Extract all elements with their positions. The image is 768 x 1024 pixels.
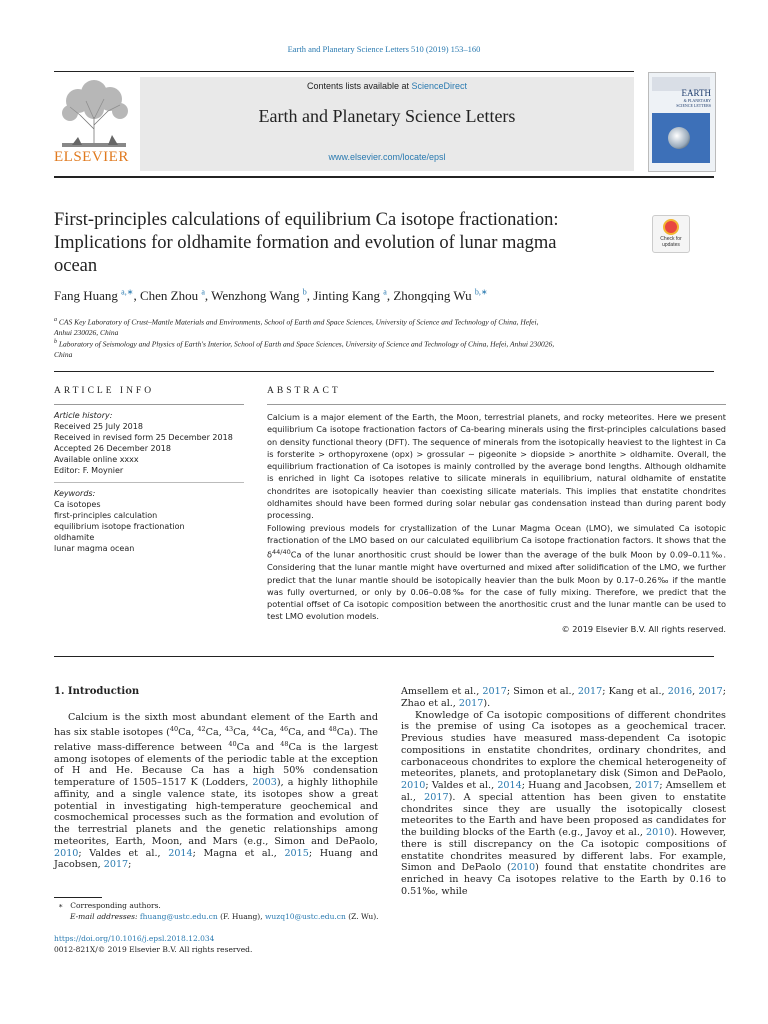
contents-prefix: Contents lists available at [306, 81, 412, 91]
intro-continuation: Amsellem et al., 2017; Simon et al., 2017; Kang et al., 2016, 2017; Zhao et al., 2017). [401, 686, 727, 709]
keywords-label: Keywords: [54, 489, 96, 498]
author-1-sup[interactable]: a,∗ [121, 288, 134, 297]
history-item: Received 25 July 2018 [54, 422, 143, 431]
elsevier-tree-logo [58, 79, 130, 149]
section-title-introduction: 1. Introduction [54, 686, 140, 697]
article-info-heading: ARTICLE INFO [54, 386, 155, 396]
history-item: Received in revised form 25 December 2018 [54, 433, 233, 442]
intro-paragraph-1: Calcium is the sixth most abundant element of the Earth and has six stable isotopes ($^{40}$Ca, $^{42}$Ca, $^{43}$Ca, $^{44}$Ca, $^{46}$Ca, and $^{48}$Ca). The relative mass-difference between $^{40}$Ca and $^{48}$Ca is the largest among isotopes of elements of the periodic table at the exception of H and He. Because Ca has a high 50% condensation temperature of 1505–1517 K (Lodders, 2003), a highly lithophile affinity, and a single valence state, its isotopes show a great potential in investigating high-temperature geochemical and cosmochemical processes such as the formation and evolution of the terrestrial planets and the genetic relationships among meteorites, Earth, Moon, and Mars (e.g., Simon and DePaolo, 2010; Valdes et al., 2014; Magna et al., 2015; Huang and Jacobsen, 2017; [54, 712, 378, 871]
body-rule [54, 656, 714, 657]
footnote-corresponding: ∗ Corresponding authors. [58, 901, 161, 910]
doi-link[interactable]: https://doi.org/10.1016/j.epsl.2018.12.034 [54, 934, 215, 943]
intro-paragraph-2: Knowledge of Ca isotopic compositions of different chondrites is the premise of using Ca isotopes as a geochemical tracer. Previous studies have measured mass-dependent Ca isotopic compositions in enstatite chondrites, ordinary chondrites, and carbonaceous chondrites to explore the chemical heterogeneity of meteorites, planets, and protoplanetary disk (Simon and DePaolo, 2010; Valdes et al., 2014; Huang and Jacobsen, 2017; Amsellem et al., 2017). A special attention has been given to enstatite chondrites since they are usually the isotopically closest meteorites to the Earth and have been proposed as candidates for the building blocks of the Earth (e.g., Javoy et al., 2010). However, there is still discrepancy on the Ca isotopic compositions of enstatite chondrites measured by different labs. For example, Simon and DePaolo (2010) found that enstatite chondrites are enriched in heavy Ca isotopes relative to the Earth by 0.16 to 0.51‰, while [401, 709, 726, 897]
footnote-rule [54, 897, 102, 898]
affiliation-a: $^a$ CAS Key Laboratory of Crust–Mantle Materials and Environments, School of Earth and Space Sciences, University of Science and Technology of China, Hefei, Anhui 230026, China [54, 317, 539, 337]
article-info-rule [54, 404, 244, 405]
footnote-emails: E-mail addresses: fhuang@ustc.edu.cn (F. Huang), wuzq10@ustc.edu.cn (Z. Wu). [70, 912, 379, 921]
keywords-block [54, 488, 244, 554]
top-rule [54, 71, 634, 72]
author-2-sup[interactable]: a [201, 288, 205, 297]
banner-rule [54, 176, 714, 178]
body-left-column [54, 712, 378, 871]
abstract-paragraph-2: Following previous models for crystallization of the Lunar Magma Ocean (LMO), we simulated Ca isotopic fractionation of the LMO based on our calculated equilibrium Ca isotope fractionation factors. It shows that the $\delta^{44/40}Ca$ of the lunar anorthositic crust should be lower than the average of the bulk Moon by 0.09–0.11‰. Considering that the lunar mantle might have overturned and mixed after solidification of the LMO, we further predict that the lunar mantle should be isotopically heavier than the bulk Moon by 0.17–0.26‰ if the mantle was fully overturned, or only by 0.06–0.08‰ for the case of fully mixing. Therefore, we predict that the potential offset of Ca isotopic composition between the anorthositic crust and the lunar mantle can be used to test LMO evolution models. [267, 522, 726, 622]
title-line-2: Implications for oldhamite formation and evolution of lunar magma [54, 233, 557, 253]
history-label: Article history: [54, 411, 113, 420]
crossmark-label-1: Check for [660, 236, 682, 242]
cover-title-1: EARTH [681, 88, 711, 98]
body-right-column [401, 686, 726, 898]
abstract-heading: ABSTRACT [267, 386, 341, 396]
history-item: Accepted 26 December 2018 [54, 444, 171, 453]
journal-url-link[interactable]: www.elsevier.com/locate/epsl [328, 152, 446, 162]
section-rule [54, 371, 714, 372]
history-item: Editor: F. Moynier [54, 466, 124, 475]
author-1: Fang Huang $^{a,∗}$, [54, 288, 140, 304]
title-line-1: First-principles calculations of equilibrium Ca isotope fractionation: [54, 210, 559, 230]
keyword: oldhamite [54, 533, 95, 542]
crossmark-icon [663, 219, 679, 235]
keyword: first-principles calculation [54, 511, 158, 520]
abstract-text [267, 411, 726, 635]
sciencedirect-link[interactable]: ScienceDirect [411, 81, 468, 91]
affiliation-b: $^b$ Laboratory of Seismology and Physics of Earth's Interior, School of Earth and Space Sciences, University of Science and Technology of China, Hefei, Anhui 230026, China [54, 339, 555, 359]
email-link-wu[interactable]: wuzq10@ustc.edu.cn [265, 912, 346, 921]
cover-image [652, 113, 710, 163]
keyword: Ca isotopes [54, 500, 101, 509]
crossmark-button[interactable] [652, 215, 690, 253]
running-head[interactable]: Earth and Planetary Science Letters 510 (2019) 153–160 [287, 44, 481, 54]
contents-line [140, 81, 634, 91]
abstract-rule [267, 404, 726, 405]
article-history [54, 410, 244, 476]
author-3: Wenzhong Wang $^b$, [211, 288, 314, 304]
abstract-paragraph-1: Calcium is a major element of the Earth, the Moon, terrestrial planets, and rocky meteorites. Here we present equilibrium Ca isotope fractionation factors of Ca-bearing minerals using the first-principles calculations based on density functional theory (DFT). The sequence of minerals from the isotopically heaviest to the lightest in Ca is forsterite > orthopyroxene (opx) > grossular ∼ pigeonite > diopside > anorthite > oldhamite. Overall, the equilibrium fractionation of Ca isotopes is mainly controlled by the average bond lengths. Although oldhamite is enriched in light Ca isotopes relative to silicate minerals in equilibrium, natural oldhamite of enstatite chondrites are isotopically heavier than coexisting silicate materials. This implies that enstatite chondrites oldhamites should have been formed during solar nebular gas condensation instead than during parent body processing. [267, 412, 726, 521]
title-line-3: ocean [54, 256, 98, 276]
keyword: lunar magma ocean [54, 544, 135, 553]
author-3-sup[interactable]: b [302, 288, 307, 297]
abstract-copyright: © 2019 Elsevier B.V. All rights reserved. [561, 623, 726, 634]
journal-cover-thumbnail[interactable] [648, 72, 716, 172]
publisher-wordmark[interactable]: ELSEVIER [54, 149, 129, 165]
cover-title-3: SCIENCE LETTERS [676, 103, 711, 108]
keyword: equilibrium isotope fractionation [54, 522, 185, 531]
journal-title: Earth and Planetary Science Letters [258, 106, 516, 126]
issn-line: 0012-821X/© 2019 Elsevier B.V. All rights reserved. [54, 945, 253, 954]
crossmark-label-2: updates [662, 242, 680, 248]
history-item: Available online xxxx [54, 455, 139, 464]
author-4: Jinting Kang $^a$, [313, 288, 394, 304]
author-list [54, 288, 674, 304]
cover-title-2: & PLANETARY [683, 98, 711, 103]
keywords-rule [54, 482, 244, 483]
email-link-huang[interactable]: fhuang@ustc.edu.cn [139, 912, 218, 921]
author-2: Chen Zhou $^a$, [139, 288, 212, 304]
author-5: Zhongqing Wu $^{b,∗}$ [393, 288, 488, 304]
author-4-sup[interactable]: a [383, 288, 387, 297]
author-5-sup[interactable]: b,∗ [474, 288, 488, 297]
paper-title [54, 209, 634, 278]
